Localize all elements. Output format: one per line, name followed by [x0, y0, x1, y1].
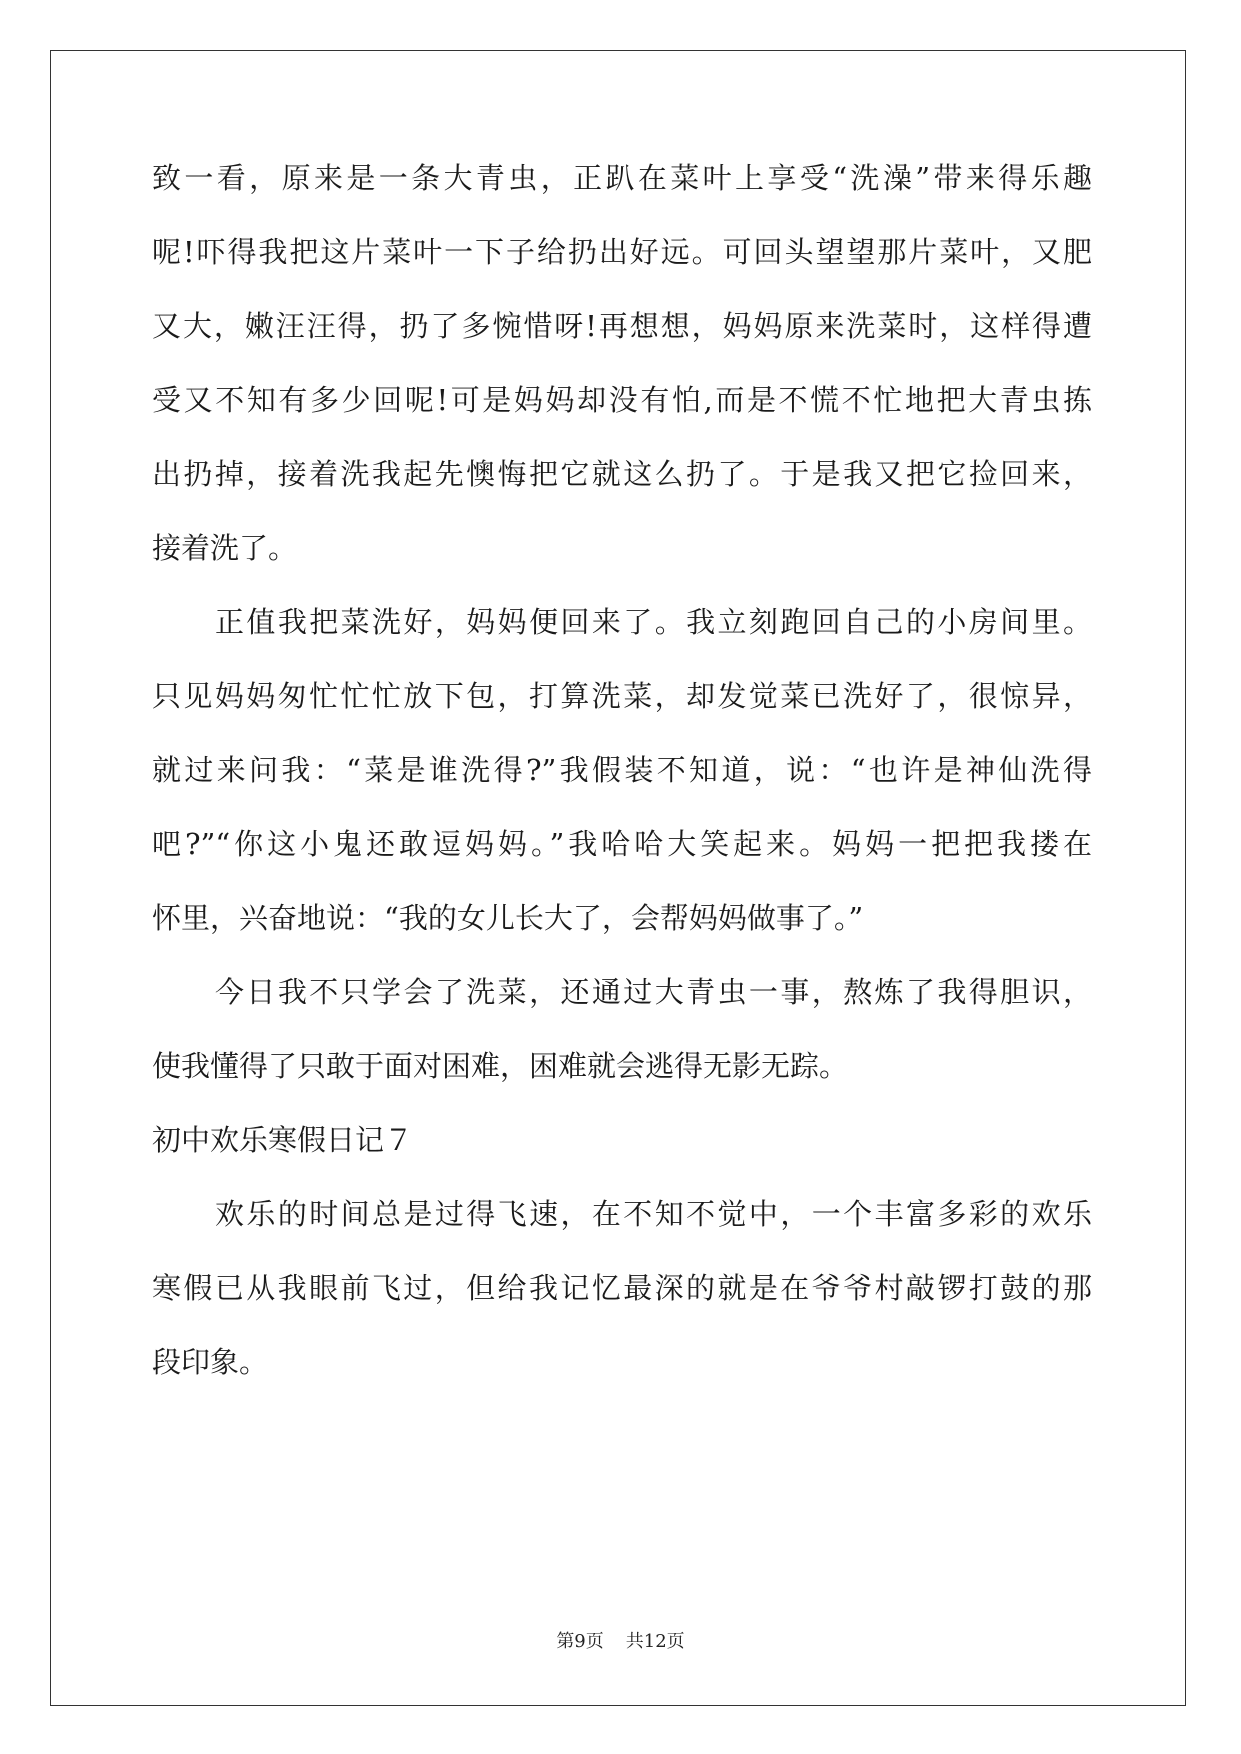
text-line: 就过来问我：“菜是谁洗得?”我假装不知道，说：“也许是神仙洗得	[152, 753, 1092, 787]
text-line: 接着洗了。	[152, 531, 298, 565]
text-line: 又大，嫩汪汪得，扔了多惋惜呀!再想想，妈妈原来洗菜时，这样得遭	[152, 309, 1092, 343]
text-line: 今日我不只学会了洗菜，还通过大青虫一事，熬炼了我得胆识，	[215, 975, 1092, 1009]
text-line: 正值我把菜洗好，妈妈便回来了。我立刻跑回自己的小房间里。	[215, 605, 1092, 639]
section-heading: 初中欢乐寒假日记７	[152, 1123, 414, 1157]
page-border	[50, 50, 1186, 1706]
text-line: 致一看，原来是一条大青虫，正趴在菜叶上享受“洗澡”带来得乐趣	[152, 161, 1092, 195]
text-line: 段印象。	[152, 1345, 269, 1379]
text-line: 吧?”“你这小鬼还敢逗妈妈。”我哈哈大笑起来。妈妈一把把我搂在	[152, 827, 1092, 861]
page-footer	[0, 1630, 1241, 1654]
text-line: 受又不知有多少回呢!可是妈妈却没有怕,而是不慌不忙地把大青虫拣	[152, 383, 1092, 417]
text-line: 出扔掉，接着洗我起先懊悔把它就这么扔了。于是我又把它捡回来，	[152, 457, 1092, 491]
page-total: 共12页	[625, 1631, 685, 1652]
text-line: 只见妈妈匆忙忙忙放下包，打算洗菜，却发觉菜已洗好了，很惊异，	[152, 679, 1092, 713]
text-line: 使我懂得了只敢于面对困难，困难就会逃得无影无踪。	[152, 1049, 849, 1083]
text-line: 呢!吓得我把这片菜叶一下子给扔出好远。可回头望望那片菜叶，又肥	[152, 235, 1092, 269]
text-line: 寒假已从我眼前飞过，但给我记忆最深的就是在爷爷村敲锣打鼓的那	[152, 1271, 1092, 1305]
text-line: 欢乐的时间总是过得飞速，在不知不觉中，一个丰富多彩的欢乐	[215, 1197, 1092, 1231]
text-line: 怀里，兴奋地说：“我的女儿长大了，会帮妈妈做事了。”	[152, 901, 864, 935]
page-number: 第9页	[556, 1631, 604, 1652]
